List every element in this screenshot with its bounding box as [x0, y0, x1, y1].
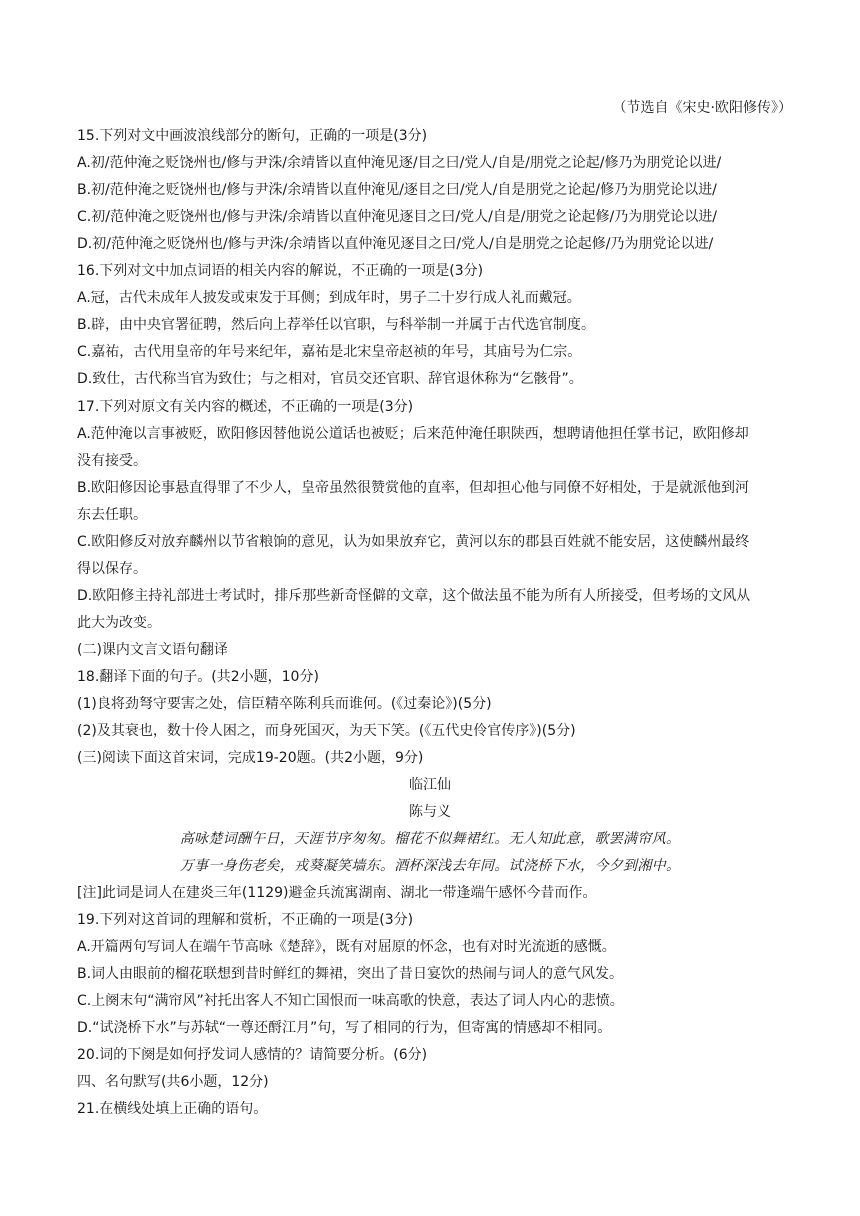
q20-stem: 20.词的下阕是如何抒发词人感情的？请简要分析。(6分) — [77, 1047, 428, 1063]
q16-stem: 16.下列对文中加点词语的相关内容的解说，不正确的一项是(3分) — [77, 263, 484, 279]
q19-option-b: B.词人由眼前的榴花联想到昔时鲜红的舞裙，突出了昔日宴饮的热闹与词人的意气风发。 — [77, 966, 624, 982]
poem-title: 临江仙 — [409, 777, 451, 793]
q21-stem: 21.在横线处填上正确的语句。 — [77, 1101, 268, 1117]
q17-option-d-cont: 此大为改变。 — [77, 615, 161, 631]
section-4-heading: 四、名句默写(共6小题，12分) — [77, 1074, 269, 1090]
poem-line-2: 万事一身伤老矣，戎葵凝笑墙东。酒杯深浅去年同。试浇桥下水，今夕到湘中。 — [179, 858, 681, 874]
q15-option-c: C.初/范仲淹之贬饶州也/修与尹洙/余靖皆以直仲淹见逐目之曰/党人/自是/朋党之论起修/乃为朋党论以进/ — [77, 209, 717, 225]
section-3-heading: (三)阅读下面这首宋词，完成19-20题。(共2小题，9分) — [77, 750, 424, 766]
q19-option-c: C.上阕末句“满帘风”衬托出客人不知亡国恨而一味高歌的快意，表达了词人内心的悲愤。 — [77, 993, 624, 1009]
q16-option-b: B.辟，由中央官署征聘，然后向上荐举任以官职，与科举制一并属于古代选官制度。 — [77, 317, 596, 333]
q18-sentence-1: (1)良将劲弩守要害之处，信臣精卒陈利兵而谁何。(《过秦论》)(5分) — [77, 696, 492, 712]
q15-stem: 15.下列对文中画波浪线部分的断句，正确的一项是(3分) — [77, 128, 428, 144]
q19-option-a: A.开篇两句写词人在端午节高咏《楚辞》，既有对屈原的怀念，也有对时光流逝的感慨。 — [77, 939, 616, 955]
q18-stem: 18.翻译下面的句子。(共2小题，10分) — [77, 669, 319, 685]
q18-sentence-2: (2)及其衰也，数十伶人困之，而身死国灭，为天下笑。(《五代史伶官传序》)(5分) — [77, 723, 576, 739]
q17-option-b: B.欧阳修因论事悬直得罪了不少人，皇帝虽然很赞赏他的直率，但却担心他与同僚不好相处，于是就派他到河 — [77, 480, 750, 496]
q17-option-c: C.欧阳修反对放弃麟州以节省粮饷的意见，认为如果放弃它，黄河以东的郡县百姓就不能安居，这使麟州最终 — [77, 534, 750, 550]
q16-option-d: D.致仕，古代称当官为致仕；与之相对，官员交还官职、辞官退休称为“乞骸骨”。 — [77, 371, 583, 387]
q17-option-c-cont: 得以保存。 — [77, 561, 147, 577]
q19-option-d: D.“试浇桥下水”与苏轼“一尊还酹江月”句，写了相同的行为，但寄寓的情感却不相同。 — [77, 1020, 612, 1036]
q15-option-b: B.初/范仲淹之贬饶州也/修与尹洙/余靖皆以直仲淹见/逐目之曰/党人/自是朋党之论起/修乃为朋党论以进/ — [77, 182, 717, 198]
q17-option-d: D.欧阳修主持礼部进士考试时，排斥那些新奇怪僻的文章，这个做法虽不能为所有人所接受，但考场的文风从 — [77, 588, 751, 604]
source-note: （节选自《宋史·欧阳修传》） — [612, 100, 792, 116]
q15-option-a: A.初/范仲淹之贬饶州也/修与尹洙/余靖皆以直仲淹见逐/目之曰/党人/自是/朋党之论起/修乃为朋党论以进/ — [77, 155, 722, 171]
section-2-heading: (二)课内文言文语句翻译 — [77, 642, 228, 658]
q17-stem: 17.下列对原文有关内容的概述，不正确的一项是(3分) — [77, 399, 414, 415]
q17-option-a: A.范仲淹以言事被贬，欧阳修因替他说公道话也被贬；后来范仲淹任职陕西，想聘请他担任掌书记，欧阳修却 — [77, 426, 749, 442]
q16-option-c: C.嘉祐，古代用皇帝的年号来纪年，嘉祐是北宋皇帝赵祯的年号，其庙号为仁宗。 — [77, 344, 582, 360]
poem-note: [注]此词是词人在建炎三年(1129)避金兵流寓湖南、湖北一带逢端午感怀今昔而作。 — [77, 885, 597, 901]
q17-option-a-cont: 没有接受。 — [77, 453, 147, 469]
poem-author: 陈与义 — [409, 804, 451, 820]
q15-option-d: D.初/范仲淹之贬饶州也/修与尹洙/余靖皆以直仲淹见逐目之曰/党人/自是朋党之论起修/乃为朋党论以进/ — [77, 236, 714, 252]
q17-option-b-cont: 东去任职。 — [77, 507, 147, 523]
q19-stem: 19.下列对这首词的理解和赏析，不正确的一项是(3分) — [77, 912, 414, 928]
poem-line-1: 高咏楚词酬午日，天涯节序匆匆。榴花不似舞裙红。无人知此意，歌罢满帘风。 — [179, 831, 681, 847]
q16-option-a: A.冠，古代未成年人披发或束发于耳侧；到成年时，男子二十岁行成人礼而戴冠。 — [77, 290, 581, 306]
